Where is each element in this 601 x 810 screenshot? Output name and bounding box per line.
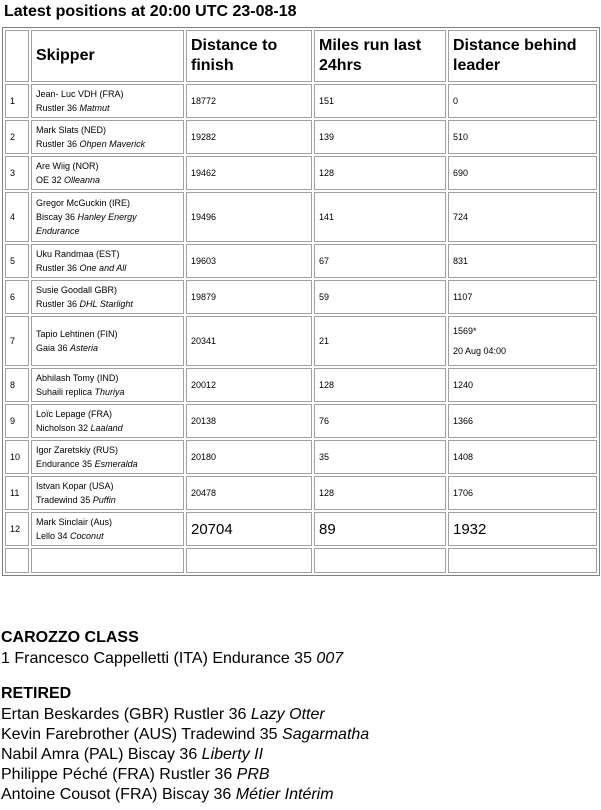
carozzo-class-title: CAROZZO CLASS: [1, 629, 139, 646]
position-cell: 8: [5, 368, 29, 402]
miles-cell: 139: [314, 120, 446, 154]
skipper-cell: [31, 368, 184, 402]
miles-cell: 141: [314, 192, 446, 242]
boat-name: Matmut: [79, 103, 110, 113]
distance-cell: 19603: [186, 244, 312, 278]
header-miles-24hrs: Miles run last 24hrs: [314, 30, 446, 82]
distance-cell: 19282: [186, 120, 312, 154]
distance-cell: 20704: [186, 512, 312, 546]
table-row-empty: [5, 548, 597, 573]
boat-type: Rustler 36: [36, 103, 78, 113]
retired-entry: [1, 765, 270, 785]
boat-type: Suhaili replica: [36, 387, 93, 397]
entry-boat-name: Métier Intérim: [235, 786, 334, 803]
behind-cell: 831: [448, 244, 597, 278]
skipper-name: Jean- Luc VDH (FRA): [36, 89, 124, 99]
empty-cell: [5, 548, 29, 573]
header-distance-to-finish: Distance to finish: [186, 30, 312, 82]
entry-boat-name: Liberty II: [201, 746, 264, 763]
behind-cell: 724: [448, 192, 597, 242]
miles-cell: 21: [314, 316, 446, 366]
miles-cell: 67: [314, 244, 446, 278]
distance-cell: 20180: [186, 440, 312, 474]
retired-entry: [1, 745, 263, 765]
skipper-name: Abhilash Tomy (IND): [36, 373, 119, 383]
behind-value: 1569*: [453, 326, 477, 336]
position-cell: 12: [5, 512, 29, 546]
boat-name: One and All: [79, 263, 127, 273]
behind-cell: 1240: [448, 368, 597, 402]
distance-cell: 19879: [186, 280, 312, 314]
behind-cell: [448, 316, 597, 366]
position-cell: 7: [5, 316, 29, 366]
miles-cell: 151: [314, 84, 446, 118]
entry-boat-name: PRB: [236, 766, 270, 783]
behind-cell: 510: [448, 120, 597, 154]
boat-name: Olleanna: [64, 175, 101, 185]
empty-cell: [314, 548, 446, 573]
boat-type: Rustler 36: [36, 139, 78, 149]
behind-cell: 1706: [448, 476, 597, 510]
entry-text: Philippe Péché (FRA) Rustler 36: [1, 766, 237, 783]
miles-cell: 76: [314, 404, 446, 438]
table-row: [5, 316, 597, 366]
position-cell: 2: [5, 120, 29, 154]
skipper-cell: [31, 192, 184, 242]
miles-cell: 89: [314, 512, 446, 546]
entry-text: Nabil Amra (PAL) Biscay 36: [1, 746, 202, 763]
entry-boat-name: Sagarmatha: [282, 726, 370, 743]
behind-cell: 1408: [448, 440, 597, 474]
position-cell: 10: [5, 440, 29, 474]
boat-name: Asteria: [70, 343, 99, 353]
carozzo-entry: [1, 649, 343, 669]
entry-text: Kevin Farebrother (AUS) Tradewind 35: [1, 726, 283, 743]
table-row: [5, 476, 597, 510]
table-row: [5, 120, 597, 154]
skipper-name: Mark Slats (NED): [36, 125, 107, 135]
skipper-name: Istvan Kopar (USA): [36, 481, 114, 491]
miles-cell: 128: [314, 156, 446, 190]
table-header-row: [5, 30, 597, 82]
skipper-cell: [31, 156, 184, 190]
skipper-cell: [31, 120, 184, 154]
position-cell: 6: [5, 280, 29, 314]
behind-cell: 1932: [448, 512, 597, 546]
skipper-cell: [31, 244, 184, 278]
boat-type: Endurance 35: [36, 459, 93, 469]
skipper-name: Igor Zaretskiy (RUS): [36, 445, 119, 455]
boat-name: Esmeralda: [94, 459, 138, 469]
skipper-cell: [31, 280, 184, 314]
distance-cell: 19462: [186, 156, 312, 190]
entry-text: 1 Francesco Cappelletti (ITA) Endurance 35: [1, 650, 317, 667]
entry-boat-name: 007: [316, 650, 344, 667]
skipper-cell: [31, 476, 184, 510]
miles-cell: 59: [314, 280, 446, 314]
skipper-cell: [31, 440, 184, 474]
table-row: [5, 156, 597, 190]
skipper-name: Uku Randmaa (EST): [36, 249, 120, 259]
position-cell: 4: [5, 192, 29, 242]
table-row: [5, 192, 597, 242]
table-row: [5, 512, 597, 546]
boat-type: Nicholson 32: [36, 423, 89, 433]
retired-title: RETIRED: [1, 685, 72, 702]
header-distance-behind: Distance behind leader: [448, 30, 597, 82]
boat-name: Ohpen Maverick: [79, 139, 146, 149]
distance-cell: 20341: [186, 316, 312, 366]
positions-table: [2, 27, 600, 576]
empty-cell: [186, 548, 312, 573]
position-cell: 1: [5, 84, 29, 118]
entry-text: Antoine Cousot (FRA) Biscay 36: [1, 786, 236, 803]
miles-cell: 128: [314, 476, 446, 510]
skipper-cell: [31, 316, 184, 366]
skipper-name: Tapio Lehtinen (FIN): [36, 329, 118, 339]
boat-type: Biscay 36: [36, 212, 76, 222]
miles-cell: 35: [314, 440, 446, 474]
skipper-name: Susie Goodall GBR): [36, 285, 118, 295]
table-row: [5, 84, 597, 118]
boat-name: Thuriya: [94, 387, 125, 397]
skipper-name: Mark Sinclair (Aus): [36, 517, 113, 527]
empty-cell: [31, 548, 184, 573]
boat-name: DHL Starlight: [79, 299, 133, 309]
boat-type: Gaia 36: [36, 343, 68, 353]
skipper-cell: [31, 84, 184, 118]
table-row: [5, 280, 597, 314]
boat-type: Lello 34: [36, 531, 68, 541]
behind-cell: 690: [448, 156, 597, 190]
table-row: [5, 244, 597, 278]
behind-note: 20 Aug 04:00: [453, 346, 507, 356]
page-title: Latest positions at 20:00 UTC 23-08-18: [4, 3, 297, 20]
distance-cell: 20478: [186, 476, 312, 510]
skipper-cell: [31, 404, 184, 438]
boat-name: Laaland: [90, 423, 123, 433]
boat-name: Coconut: [70, 531, 104, 541]
skipper-name: Loïc Lepage (FRA): [36, 409, 113, 419]
entry-boat-name: Lazy Otter: [250, 706, 325, 723]
header-position: [5, 30, 29, 82]
boat-name: Hanley Energy Endurance: [36, 212, 137, 236]
distance-cell: 18772: [186, 84, 312, 118]
position-cell: 11: [5, 476, 29, 510]
position-cell: 5: [5, 244, 29, 278]
behind-cell: 1107: [448, 280, 597, 314]
retired-entry: [1, 785, 334, 805]
header-skipper: Skipper: [31, 30, 184, 82]
skipper-cell: [31, 512, 184, 546]
skipper-name: Are Wiig (NOR): [36, 161, 99, 171]
distance-cell: 20138: [186, 404, 312, 438]
retired-entry: [1, 725, 369, 745]
distance-cell: 20012: [186, 368, 312, 402]
boat-name: Puffin: [92, 495, 116, 505]
position-cell: 3: [5, 156, 29, 190]
skipper-name: Gregor McGuckin (IRE): [36, 198, 131, 208]
empty-cell: [448, 548, 597, 573]
boat-type: OE 32: [36, 175, 62, 185]
behind-cell: 1366: [448, 404, 597, 438]
boat-type: Rustler 36: [36, 263, 78, 273]
table-row: [5, 368, 597, 402]
table-row: [5, 404, 597, 438]
retired-entry: [1, 705, 325, 725]
entry-text: Ertan Beskardes (GBR) Rustler 36: [1, 706, 251, 723]
table-row: [5, 440, 597, 474]
miles-cell: 128: [314, 368, 446, 402]
boat-type: Rustler 36: [36, 299, 78, 309]
boat-type: Tradewind 35: [36, 495, 91, 505]
distance-cell: 19496: [186, 192, 312, 242]
position-cell: 9: [5, 404, 29, 438]
behind-cell: 0: [448, 84, 597, 118]
